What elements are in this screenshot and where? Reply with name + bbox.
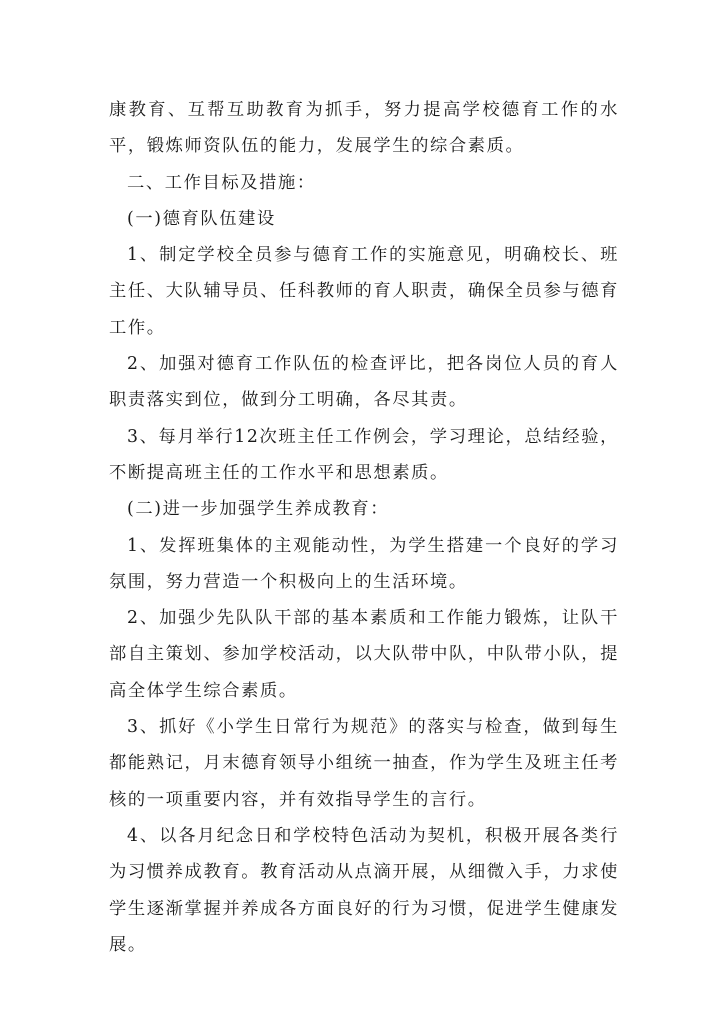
list-item: 1、发挥班集体的主观能动性，为学生搭建一个良好的学习氛围，努力营造一个积极向上的生活环境。 xyxy=(109,535,619,592)
list-item: 1、制定学校全员参与德育工作的实施意见，明确校长、班主任、大队辅导员、任科教师的育人职责，确保全员参与德育工作。 xyxy=(109,245,619,338)
paragraph-continuation: 康教育、互帮互助教育为抓手，努力提高学校德育工作的水平，锻炼师资队伍的能力，发展学生的综合素质。 xyxy=(109,100,619,157)
subheading-moral-team: (一)德育队伍建设 xyxy=(127,208,276,229)
list-item: 3、每月举行12次班主任工作例会，学习理论，总结经验，不断提高班主任的工作水平和思想素质。 xyxy=(109,426,619,483)
subheading-habit-education: (二)进一步加强学生养成教育： xyxy=(127,499,390,520)
list-item: 2、加强少先队队干部的基本素质和工作能力锻炼，让队干部自主策划、参加学校活动，以大队带中队，中队带小队，提高全体学生综合素质。 xyxy=(109,608,619,701)
list-item: 3、抓好《小学生日常行为规范》的落实与检查，做到每生都能熟记，月末德育领导小组统一抽查，作为学生及班主任考核的一项重要内容，并有效指导学生的言行。 xyxy=(109,717,619,810)
list-item: 4、以各月纪念日和学校特色活动为契机，积极开展各类行为习惯养成教育。教育活动从点滴开展，从细微入手，力求使学生逐渐掌握并养成各方面良好的行为习惯，促进学生健康发展。 xyxy=(109,825,619,955)
section-heading-goals-measures: 二、工作目标及措施： xyxy=(127,172,316,193)
list-item: 2、加强对德育工作队伍的检查评比，把各岗位人员的育人职责落实到位，做到分工明确，各尽其责。 xyxy=(109,354,619,411)
document-body xyxy=(109,92,619,963)
